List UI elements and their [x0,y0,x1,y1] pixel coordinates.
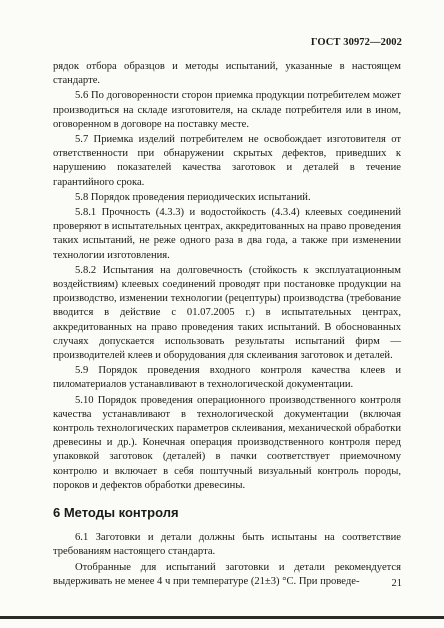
document-header: ГОСТ 30972—2002 [310,37,402,48]
section-heading: 6 Методы контроля [53,505,179,521]
page-bottom-edge [0,616,444,619]
paragraph: 5.8.2 Испытания на долговечность (стойкость к эксплуатационным воздействиям) клеевых соединений проводят при постановке продукции на производство, изменении технологии (рецептуры) производства (требование вводится в действие с 01.07.2005 г.) в испытательных центрах, аккредитованных на право проведения таких испытаний. В обоснованных случаях допускается использовать результаты испытаний фирм — производителей клеев и оборудования для склеивания заготовок и деталей. [53,264,401,362]
paragraph: рядок отбора образцов и методы испытаний, указанные в настоящем стандарте. [53,61,401,87]
paragraph: 5.7 Приемка изделий потребителем не освобождает изготовителя от ответственности при обнаружении скрытых дефектов, приведших к нарушению показателей качества заготовок и деталей в течение гарантийного срока. [53,134,401,188]
paragraph: 6.1 Заготовки и детали должны быть испытаны на соответствие требованиям настоящего стандарта. [53,532,401,558]
paragraph: 5.9 Порядок проведения входного контроля качества клеев и пиломатериалов устанавливают в технологической документации. [53,365,401,391]
paragraph: 5.8.1 Прочность (4.3.3) и водостойкость (4.3.4) клеевых соединений проверяют в испытательных центрах, аккредитованных на право проведения таких испытаний, не реже одного раза в два года, а также при изменении технологии изготовления. [53,207,401,261]
page-content [53,60,401,589]
paragraph: 5.6 По договоренности сторон приемка продукции потребителем может производиться на складе изготовителя, на складе потребителя или в ином, оговоренном в договоре на поставку месте. [53,90,401,130]
paragraph: 5.8 Порядок проведения периодических испытаний. [75,191,311,203]
page-number: 21 [391,578,402,589]
paragraph: Отобранные для испытаний заготовки и детали рекомендуется выдерживать не менее 4 ч при температуре (21±3) °С. При проведе- [53,561,401,587]
paragraph: 5.10 Порядок проведения операционного производственного контроля качества устанавливают в технологической документации (включая контроль технологических параметров склеивания, механической обработки древесины и др.). Конечная операция производственного контроля перед упаковкой заготовок (деталей) в пачки соответствует приемочному контролю и включает в себя поштучный визуальный контроль породы, пороков и дефектов обработки древесины. [53,394,401,491]
